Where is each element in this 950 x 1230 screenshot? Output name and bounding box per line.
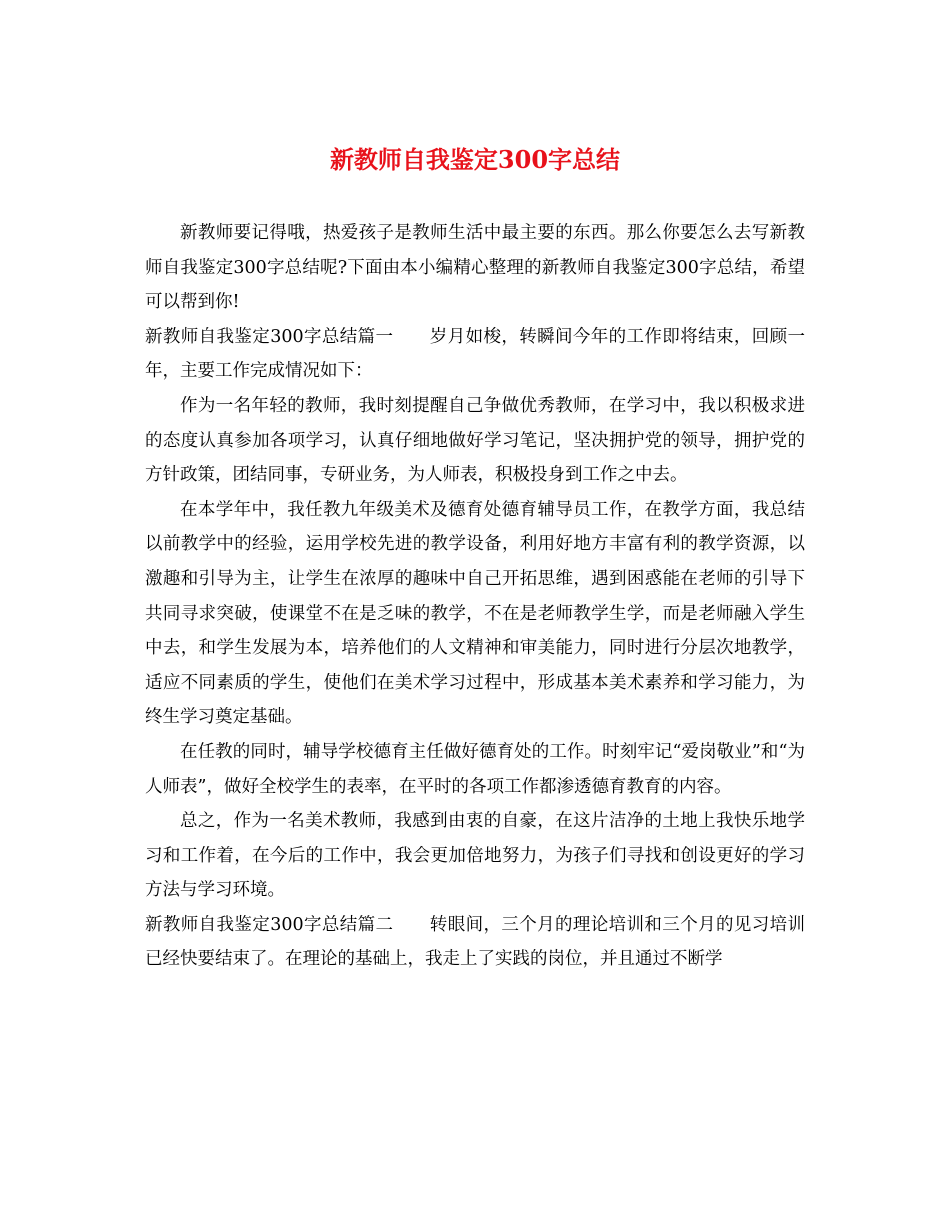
section-1-block — [145, 320, 805, 389]
section-1-lead: 岁月如梭，转瞬间今年的工作即将结束，回顾一年，主要工作完成情况如下： — [145, 326, 806, 382]
section-1-paragraph: 总之，作为一名美术教师，我感到由衷的自豪，在这片洁净的土地上我快乐地学习和工作着，在今后的工作中，我会更加倍地努力，为孩子们寻找和创设更好的学习方法与学习环境。 — [145, 811, 805, 901]
document-body — [145, 216, 805, 977]
document-title: 新教师自我鉴定300字总结 — [329, 145, 621, 174]
section-2-block — [145, 908, 805, 977]
section-2-heading: 新教师自我鉴定300字总结篇二 — [145, 914, 394, 935]
section-1-paragraph: 在任教的同时，辅导学校德育主任做好德育处的工作。时刻牢记“爱岗敬业”和“为人师表”，做好全校学生的表率，在平时的各项工作都渗透德育教育的内容。 — [145, 741, 805, 797]
section-1-paragraph: 在本学年中，我任教九年级美术及德育处德育辅导员工作，在教学方面，我总结以前教学中的经验，运用学校先进的教学设备，利用好地方丰富有利的教学资源，以激趣和引导为主，让学生在浓厚的趣味中自己开拓思维，遇到困惑能在老师的引导下共同寻求突破，使课堂不在是乏味的教学，不在是老师教学生学，而是老师融入学生中去，和学生发展为本，培养他们的人文精神和审美能力，同时进行分层次地教学，适应不同素质的学生，使他们在美术学习过程中，形成基本美术素养和学习能力，为终生学习奠定基础。 — [145, 499, 805, 728]
section-1-paragraph: 作为一名年轻的教师，我时刻提醒自己争做优秀教师，在学习中，我以积极求进的态度认真参加各项学习，认真仔细地做好学习笔记，坚决拥护党的领导，拥护党的方针政策，团结同事，专研业务，为人师表，积极投身到工作之中去。 — [145, 395, 805, 486]
section-2-lead: 转眼间，三个月的理论培训和三个月的见习培训已经快要结束了。在理论的基础上，我走上了实践的岗位，并且通过不断学 — [145, 914, 806, 970]
section-1-heading: 新教师自我鉴定300字总结篇一 — [145, 326, 394, 347]
intro-paragraph: 新教师要记得哦，热爱孩子是教师生活中最主要的东西。那么你要怎么去写新教师自我鉴定300字总结呢?下面由本小编精心整理的新教师自我鉴定300字总结，希望可以帮到你! — [145, 223, 805, 313]
